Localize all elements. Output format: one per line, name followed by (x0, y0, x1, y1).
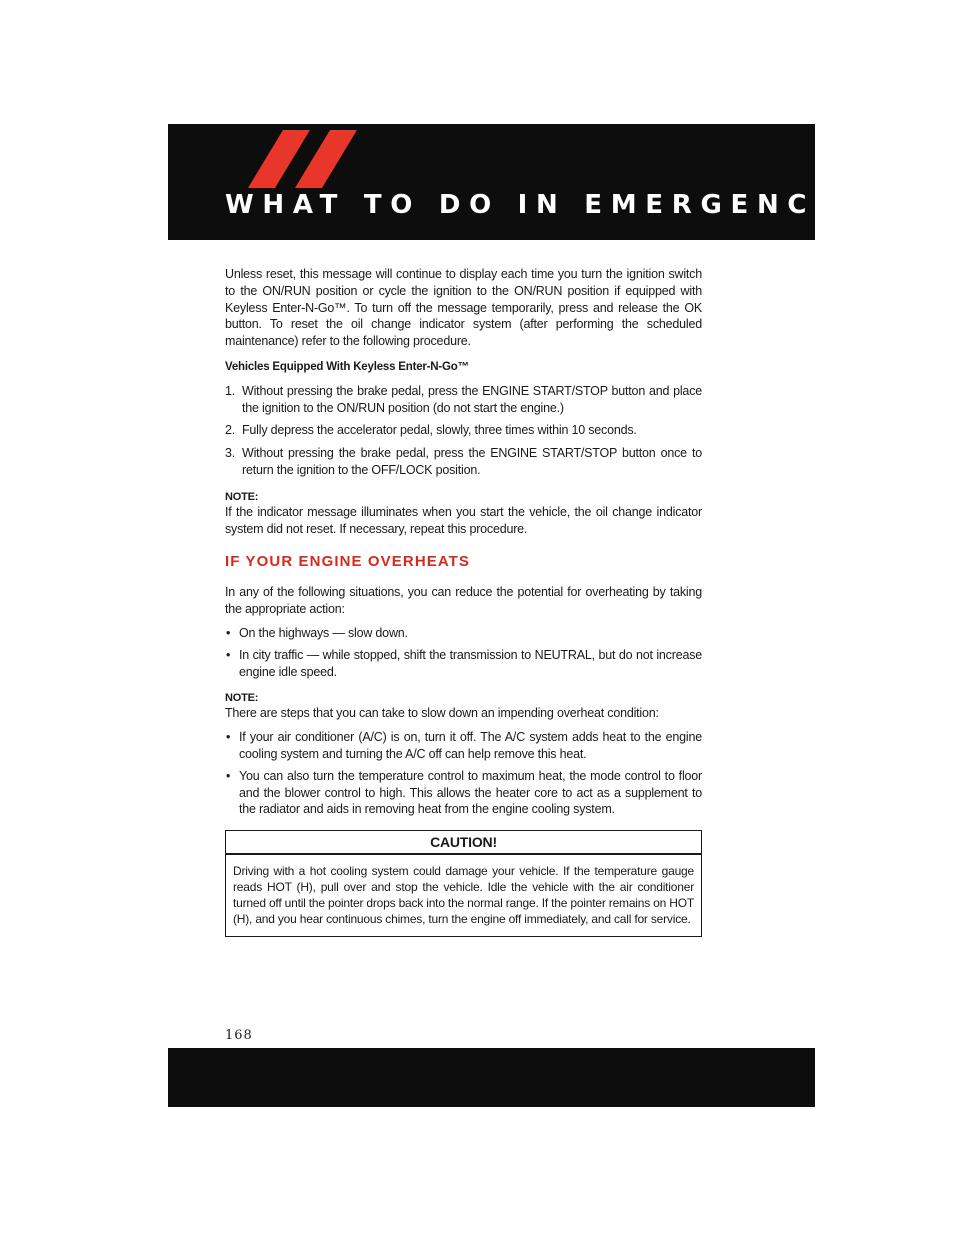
header-band (168, 124, 888, 240)
note-text: If the indicator message illuminates when you start the vehicle, the oil change indicator system did not reset. If necessary, repeat this procedure. (225, 504, 702, 536)
reset-steps-list (225, 383, 702, 479)
list-item (225, 445, 702, 479)
intro-paragraph: Unless reset, this message will continue to display each time you turn the ignition switch to the ON/RUN position or cycle the ignition to the ON/RUN position if equipped with Keyless Enter-N-Go™. To turn off the message temporarily, press and release the OK button. To reset the oil change indicator system (after performing the scheduled maintenance) refer to the following procedure. (225, 267, 702, 349)
step-number: 3. (225, 446, 236, 461)
step-number: 1. (225, 383, 236, 398)
main-content (225, 266, 702, 937)
caution-box (225, 830, 702, 937)
bullet-text: On the highways — slow down. (239, 625, 408, 640)
list-item (225, 625, 702, 642)
brand-stripes-icon (248, 130, 358, 190)
overheat-actions-list (225, 625, 702, 680)
list-item (225, 647, 702, 681)
bullet-text: You can also turn the temperature control to maximum heat, the mode control to floor and the blower control to high. This allows the heater core to act as a supplement to the radiator and aids in removing heat from the engine cooling system. (239, 768, 702, 817)
page-number: 168 (225, 1028, 253, 1043)
step-number: 2. (225, 423, 236, 438)
bullet-icon: • (226, 768, 231, 783)
bullet-text: If your air conditioner (A/C) is on, turn it off. The A/C system adds heat to the engine cooling system and turning the A/C off can help remove this heat. (239, 730, 702, 761)
step-text: Without pressing the brake pedal, press the ENGINE START/STOP button and place the ignition to the ON/RUN position (do not start the engine.) (242, 383, 702, 415)
note-label: NOTE: (225, 692, 259, 705)
footer-band (168, 1048, 815, 1107)
note-label: NOTE: (225, 490, 259, 503)
bullet-icon: • (226, 647, 231, 662)
keyless-heading: Vehicles Equipped With Keyless Enter-N-Go™ (225, 360, 469, 373)
step-text: Without pressing the brake pedal, press the ENGINE START/STOP button once to return the ignition to the OFF/LOCK position. (242, 446, 702, 477)
overheat-note-list (225, 729, 702, 818)
page-title: WHAT TO DO IN EMERGENCIES (225, 190, 888, 220)
step-text: Fully depress the accelerator pedal, slowly, three times within 10 seconds. (242, 423, 637, 438)
overheat-intro: In any of the following situations, you can reduce the potential for overheating by taking the appropriate action: (225, 585, 702, 617)
note-text: There are steps that you can take to slow down an impending overheat condition: (225, 706, 659, 721)
list-item (225, 729, 702, 763)
list-item (225, 422, 702, 439)
caution-title: CAUTION! (226, 831, 701, 855)
bullet-text: In city traffic — while stopped, shift the transmission to NEUTRAL, but do not increase engine idle speed. (239, 647, 702, 679)
list-item (225, 383, 702, 417)
bullet-icon: • (226, 730, 231, 745)
bullet-icon: • (226, 625, 231, 640)
list-item (225, 768, 702, 818)
caution-text: Driving with a hot cooling system could damage your vehicle. If the temperature gauge reads HOT (H), pull over and stop the vehicle. Idle the vehicle with the air conditioner turned off until the pointer drops back into the normal range. If the pointer remains on HOT (H), and you hear continuous chimes, turn the engine off immediately, and call for service. (233, 864, 694, 926)
section-title-overheats: IF YOUR ENGINE OVERHEATS (225, 553, 471, 571)
